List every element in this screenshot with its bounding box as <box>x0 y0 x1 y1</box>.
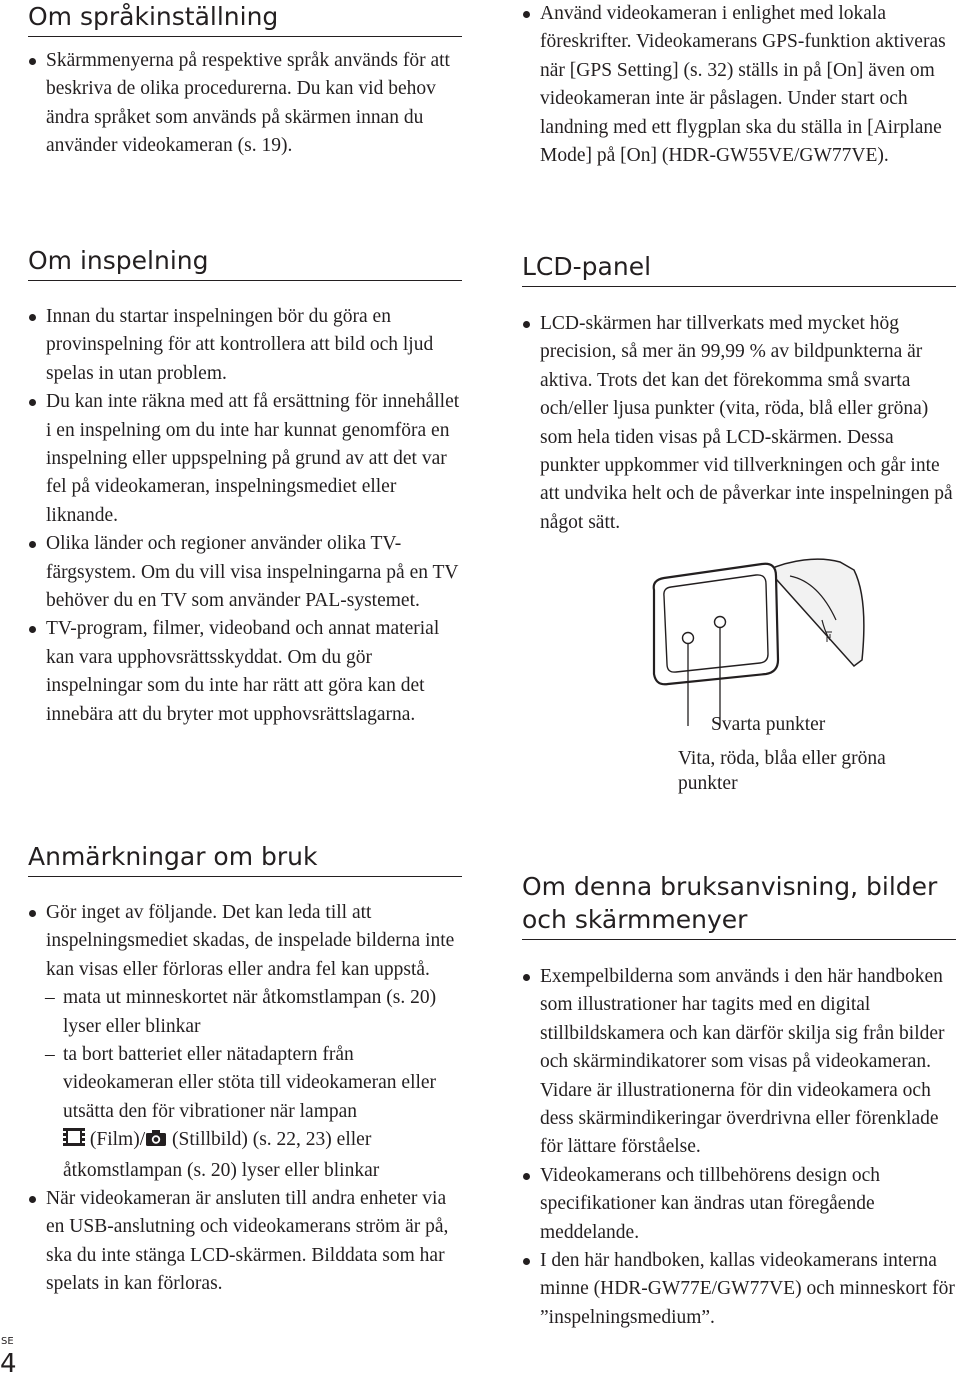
section-usage <box>28 840 462 1299</box>
section-manual <box>522 870 956 1332</box>
section-lcd <box>522 250 956 537</box>
lcd-panel-drawing <box>640 550 940 730</box>
usage-sublist <box>46 984 462 1185</box>
page-number: 4 <box>0 1349 17 1379</box>
section-gps <box>522 0 952 170</box>
list-item: Innan du startar inspelningen bör du göra en provinspelning för att kontrollera att bild och ljud spelas in utan problem. <box>28 303 462 388</box>
list-item: Exempelbilderna som används i den här handboken som illustrationer har tagits med en digital stillbildskamera och kan därför skilja sig från bilder och skärmindikatorer som visas på videokameran. Vidare är illustrationerna för din videokamera och dess skärmindikeringar överdrivna eller förenklade för lättare förståelse. <box>522 963 956 1162</box>
heading-language: Om språkinställning <box>28 0 462 37</box>
heading-usage: Anmärkningar om bruk <box>28 840 462 877</box>
list-item: När videokameran är ansluten till andra enheter via en USB-anslutning och videokamerans ström är på, ska du inte stänga LCD-skärmen. Bilddata som har spelats in kan förloras. <box>28 1185 462 1299</box>
list-item: I den här handboken, kallas videokamerans interna minne (HDR-GW77E/GW77VE) och minneskort för ”inspelningsmedium”. <box>522 1247 956 1332</box>
sublist-text: ta bort batteriet eller nätadaptern från videokameran eller stöta till videokameran eller utsätta den för vibrationer när lampan <box>63 1044 437 1122</box>
language-list <box>28 47 462 161</box>
heading-recording: Om inspelning <box>28 244 462 281</box>
sublist-item: – mata ut minneskortet när åtkomstlampan (s. 20) lyser eller blinkar <box>46 984 462 1041</box>
lcd-list <box>522 310 956 537</box>
sublist-item <box>46 1041 462 1185</box>
still-camera-icon <box>145 1128 167 1156</box>
language-code: SE <box>1 1336 14 1347</box>
film-mode-icon <box>63 1127 85 1156</box>
list-item <box>28 899 462 1185</box>
label-black-dots: Svarta punkter <box>711 714 826 735</box>
gps-list <box>522 0 952 170</box>
section-language <box>28 0 462 161</box>
heading-lcd: LCD-panel <box>522 250 956 287</box>
lcd-illustration <box>640 550 940 810</box>
list-item: Använd videokameran i enlighet med lokala föreskrifter. Videokamerans GPS-funktion aktiveras när [GPS Setting] (s. 32) ställs in på [On] även om videokameran inte är påslagen. Under start och landning med ett flygplan ska du ställa in [Airplane Mode] på [On] (HDR-GW55VE/GW77VE). <box>522 0 952 170</box>
list-item: Skärmmenyerna på respektive språk används för att beskriva de olika procedurerna. Du kan vid behov ändra språket som används på skärmen innan du använder videokameran (s. 19). <box>28 47 462 161</box>
usage-list <box>28 899 462 1299</box>
label-white-dots: Vita, röda, blåa eller gröna punkter <box>678 748 886 794</box>
sublist-text: (Stillbild) (s. 22, 23) eller åtkomstlampan (s. 20) lyser eller blinkar <box>63 1129 380 1181</box>
list-item: Olika länder och regioner använder olika TV-färgsystem. Om du vill visa inspelningarna på en TV behöver du en TV som använder PAL-systemet. <box>28 530 462 615</box>
list-item: Du kan inte räkna med att få ersättning för innehållet i en inspelning om du inte har kunnat genomföra en inspelning eller uppspelning på grund av att det var fel på videokameran, inspelningsmediet eller liknande. <box>28 388 462 530</box>
usage-item-text: Gör inget av följande. Det kan leda till att inspelningsmediet skadas, de inspelade bilderna inte kan visas eller förloras eller andra fel kan uppstå. <box>46 902 455 980</box>
manual-list <box>522 963 956 1332</box>
film-label: (Film)/ <box>89 1129 146 1151</box>
list-item: TV-program, filmer, videoband och annat material kan vara upphovsrättsskyddat. Om du gör inspelningar som du inte har rätt att göra kan det innebära att du bryter mot upphovsrättslagarna. <box>28 615 462 729</box>
recording-list <box>28 303 462 729</box>
list-item: Videokamerans och tillbehörens design och specifikationer kan ändras utan föregående meddelande. <box>522 1162 956 1247</box>
section-recording <box>28 244 462 729</box>
list-item: LCD-skärmen har tillverkats med mycket hög precision, så mer än 99,99 % av bildpunkterna är aktiva. Trots det kan det förekomma små svarta och/eller ljusa punkter (vita, röda, blå eller gröna) som hela tiden visas på LCD-skärmen. Dessa punkter uppkommer vid tillverkningen och går inte att undvika helt och de påverkar inte inspelningen på något sätt. <box>522 310 956 537</box>
heading-manual: Om denna bruksanvisning, bilder och skärmmenyer <box>522 870 956 940</box>
